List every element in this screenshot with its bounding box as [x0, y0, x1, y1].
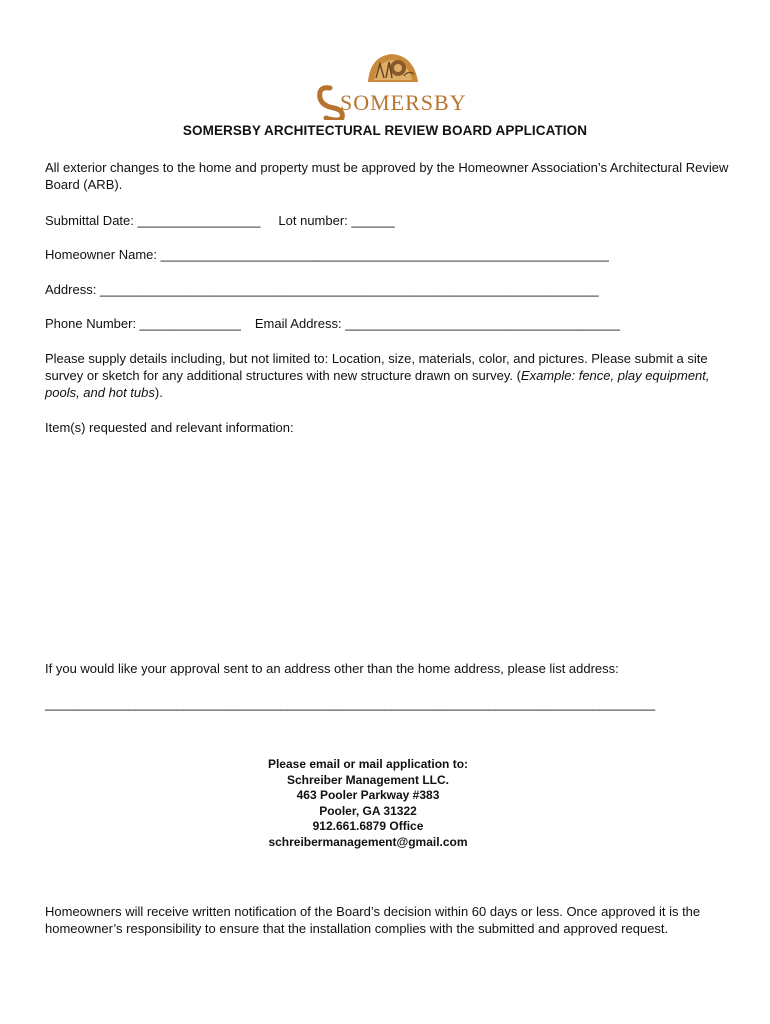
details-close: ). — [154, 385, 163, 400]
form-title: SOMERSBY ARCHITECTURAL REVIEW BOARD APPLICATION — [182, 123, 588, 138]
address-field[interactable]: Address: _____________________________________________________________________ — [45, 282, 599, 297]
somersby-logo-graphic — [310, 48, 470, 120]
details-text: Please supply details including, but not limited to: Location, size, materials, color, and pictures. Please submit a site survey or sketch for any additional structures with new structure drawn on survey. ( — [45, 351, 708, 383]
contact-email[interactable]: schreibermanagement@gmail.com — [268, 834, 468, 849]
lot-number-field[interactable]: Lot number: ______ — [278, 213, 395, 228]
contact-phone: 912.661.6879 Office — [312, 819, 424, 833]
details-example: Example: fence, play equipment, pools, and hot tubs — [45, 368, 710, 400]
intro-paragraph: All exterior changes to the home and property must be approved by the Homeowner Association’s Architectural Review Board (ARB). — [45, 160, 729, 192]
homeowner-name-field[interactable]: Homeowner Name: ______________________________________________________________ — [45, 247, 609, 262]
footer-paragraph: Homeowners will receive written notification of the Board’s decision within 60 days or less. Once approved it is the homeowner’s responsibility to ensure that the installation complies with the submitted and approved request. — [45, 904, 701, 936]
contact-block — [0, 757, 736, 850]
contact-street: 463 Pooler Parkway #383 — [296, 788, 440, 802]
submittal-date-field[interactable]: Submittal Date: _________________ — [45, 213, 261, 228]
sun-emblem-icon — [368, 54, 418, 82]
somersby-logo — [310, 48, 470, 120]
phone-email-row — [45, 316, 620, 331]
alt-address-label: If you would like your approval sent to an address other than the home address, please list address: — [45, 661, 619, 676]
contact-company: Schreiber Management LLC. — [286, 772, 450, 787]
submittal-lot-row — [45, 213, 395, 228]
contact-heading: Please email or mail application to: — [267, 757, 469, 771]
alt-address-line[interactable]: ________________________________________________________________________________________ — [45, 696, 655, 711]
contact-city: Pooler, GA 31322 — [319, 803, 417, 818]
email-address-field[interactable]: Email Address: ______________________________________ — [254, 316, 620, 331]
svg-text:SOMERSBY: SOMERSBY — [340, 90, 467, 115]
details-paragraph — [45, 350, 735, 401]
phone-number-field[interactable]: Phone Number: ______________ — [45, 316, 241, 331]
items-requested-label: Item(s) requested and relevant information: — [45, 420, 294, 435]
